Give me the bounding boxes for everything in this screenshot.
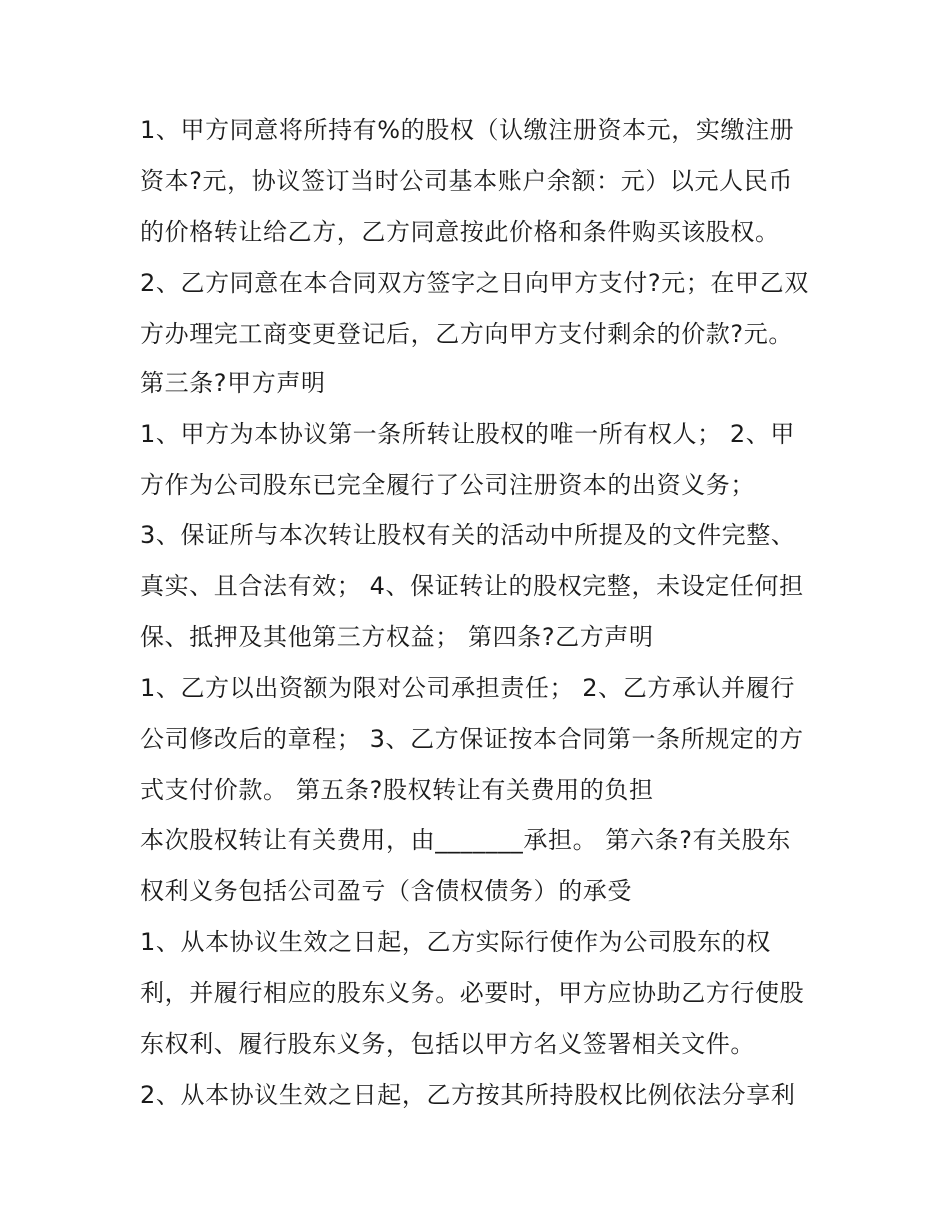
text-line: 本次股权转让有关费用，由_______承担。 第六条?有关股东 bbox=[140, 826, 791, 854]
section-heading: 第三条?甲方声明 bbox=[140, 369, 326, 397]
text-line: 1、乙方以出资额为限对公司承担责任； 2、乙方承认并履行 bbox=[140, 674, 795, 702]
text-line: 式支付价款。 第五条?股权转让有关费用的负担 bbox=[140, 776, 654, 804]
text-line: 资本?元，协议签订当时公司基本账户余额：元）以元人民币 bbox=[140, 167, 793, 195]
text-line: 的价格转让给乙方，乙方同意按此价格和条件购买该股权。 bbox=[140, 218, 780, 246]
text-line: 保、抵押及其他第三方权益； 第四条?乙方声明 bbox=[140, 623, 654, 651]
text-line: 1、从本协议生效之日起，乙方实际行使作为公司股东的权 bbox=[140, 928, 771, 956]
text-line: 利，并履行相应的股东义务。必要时，甲方应协助乙方行使股 bbox=[140, 979, 805, 1007]
text-line: 2、从本协议生效之日起，乙方按其所持股权比例依法分享利 bbox=[140, 1081, 796, 1109]
text-line: 东权利、履行股东义务，包括以甲方名义签署相关文件。 bbox=[140, 1030, 755, 1058]
text-line: 1、甲方同意将所持有%的股权（认缴注册资本元，实缴注册 bbox=[140, 116, 795, 144]
text-line: 2、乙方同意在本合同双方签字之日向甲方支付?元；在甲乙双 bbox=[140, 269, 809, 297]
text-line: 真实、且合法有效； 4、保证转让的股权完整，未设定任何担 bbox=[140, 572, 804, 600]
text-line: 权利义务包括公司盈亏（含债权债务）的承受 bbox=[140, 877, 632, 905]
text-line: 方作为公司股东已完全履行了公司注册资本的出资义务； bbox=[140, 471, 755, 499]
text-line: 方办理完工商变更登记后，乙方向甲方支付剩余的价款?元。 bbox=[140, 320, 793, 348]
text-line: 3、保证所与本次转让股权有关的活动中所提及的文件完整、 bbox=[140, 521, 796, 549]
text-line: 1、甲方为本协议第一条所转让股权的唯一所有权人； 2、甲 bbox=[140, 420, 795, 448]
text-line: 公司修改后的章程； 3、乙方保证按本合同第一条所规定的方 bbox=[140, 725, 804, 753]
